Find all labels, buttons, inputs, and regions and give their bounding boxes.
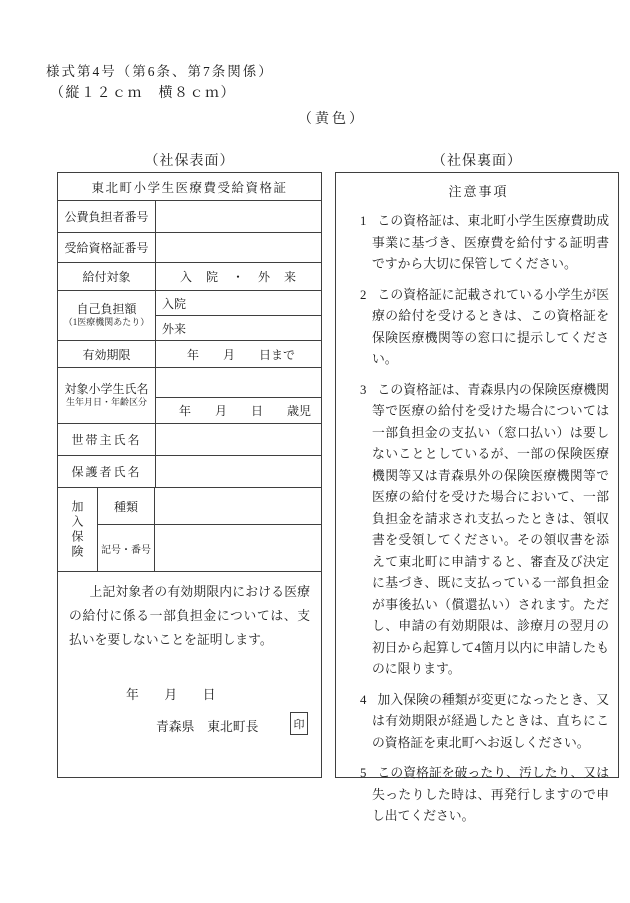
benefit-target-label: 給付対象 [58,263,156,290]
payer-number-row [58,201,321,233]
note-text: この資格証に記載されている小学生が医療の給付を受けるときは、この資格証を保険医療機関等の窓口に提示してください。 [372,287,609,366]
certificate-number-value [156,233,321,262]
guardian-row [58,456,321,488]
student-name-value-cell [156,368,321,423]
benefit-target-row [58,263,321,291]
birthdate-value: 年 月 日 歳児 [178,404,311,418]
copay-outpatient-cell [156,316,321,340]
student-name-label: 対象小学生氏名 [64,382,149,397]
certificate-number-label: 受給資格証番号 [58,233,156,262]
certificate-title: 東北町小学生医療費受給資格証 [58,173,321,201]
insurance-number-row [98,525,321,571]
copay-sublabel: （1医療機関あたり） [63,317,150,328]
copay-row [58,291,321,341]
copay-label-cell [58,291,156,340]
validity-row [58,341,321,368]
insurance-subgrid [98,488,321,571]
note-item-4 [348,690,609,755]
note-item-3 [348,380,609,681]
guardian-label: 保護者氏名 [58,456,156,487]
student-name-label-cell [58,368,156,423]
form-number-line: 様式第4号（第6条、第7条関係） [46,64,274,79]
certificate-date-line: 年 月 日 [126,688,216,702]
validity-value: 年 月 日まで [186,347,295,362]
insurance-type-value [155,488,321,524]
color-note-line: （黄色） [298,112,366,127]
back-panel-label: （社保裏面） [432,154,522,169]
note-number: 4 [360,692,367,707]
note-text: この資格証を破ったり、汚したり、又は失ったりした時は、再発行しますので申し出てください。 [372,766,609,823]
size-note-line: （縦１２ｃｍ 横８ｃｍ） [50,86,236,101]
validity-label: 有効期限 [58,341,156,367]
copay-outpatient-label: 外来 [162,321,187,336]
copay-inpatient-label: 入院 [162,296,187,311]
birthdate-label: 生年月日・年齢区分 [65,397,147,408]
householder-row [58,424,321,456]
householder-label: 世帯主氏名 [58,424,156,455]
payer-number-label: 公費負担者番号 [58,201,156,232]
benefit-target-value: 入 院 ・ 外 来 [179,270,297,284]
front-certificate-box [57,172,322,778]
note-item-1 [348,211,609,276]
note-text: この資格証は、青森県内の保険医療機関等で医療の給付を受けた場合については一部負担金の支払い（窓口払い）は要しないこととしているが、一部の保険医療機関等又は青森県外の保険医療機関等で医療の給付を受けた場合において、一部負担金を請求され支払ったときは、領収書を受領してください。その領収書を添えて東北町に申請すると、審査及び決定に基づき、既に支払っている一部負担金が事後払い（償還払い）されます。ただし、申請の有効期限は、診療月の翌月の初日から起算して4箇月以内に申請したものに限ります。 [372,382,609,676]
note-number: 2 [360,287,367,302]
issuer-name: 青森県 東北町長 [156,720,259,734]
note-item-5 [348,763,609,828]
front-panel-label: （社保表面） [144,154,235,169]
back-notes-box [335,172,619,823]
student-name-row [58,368,321,424]
insurance-row [58,488,321,572]
insurance-number-label: 記号・番号 [98,525,155,571]
issuer-line [69,716,310,735]
copay-label: 自己負担額 [76,302,137,317]
insurance-type-row [98,488,321,525]
payer-number-value [156,201,321,232]
note-text: この資格証は、東北町小学生医療費助成事業に基づき、医療費を給付する証明書ですから大切に保管してください。 [372,214,609,271]
notes-title: 注意事項 [448,184,509,199]
insurance-group-label: 加入保険 [58,488,98,571]
note-text: 加入保険の種類が変更になったとき、又は有効期限が経過したときは、直ちにこの資格証を東北町へお返しください。 [372,692,609,750]
seal-box: 印 [290,712,308,735]
householder-value [156,424,321,455]
copay-value-cell [156,291,321,340]
certification-statement: 上記対象者の有効期限内における医療の給付に係る一部負担金については、支払いを要しないことを証明します。 [69,585,310,647]
copay-inpatient-cell [156,291,321,316]
note-number: 1 [360,214,367,228]
note-item-2 [348,285,609,371]
certificate-number-row [58,233,321,263]
insurance-number-value [155,525,321,571]
certification-statement-area [58,572,321,777]
student-name-value [156,368,321,398]
insurance-type-label: 種類 [98,488,155,524]
note-number: 3 [360,382,367,397]
note-number: 5 [360,766,367,780]
guardian-value [156,456,321,487]
